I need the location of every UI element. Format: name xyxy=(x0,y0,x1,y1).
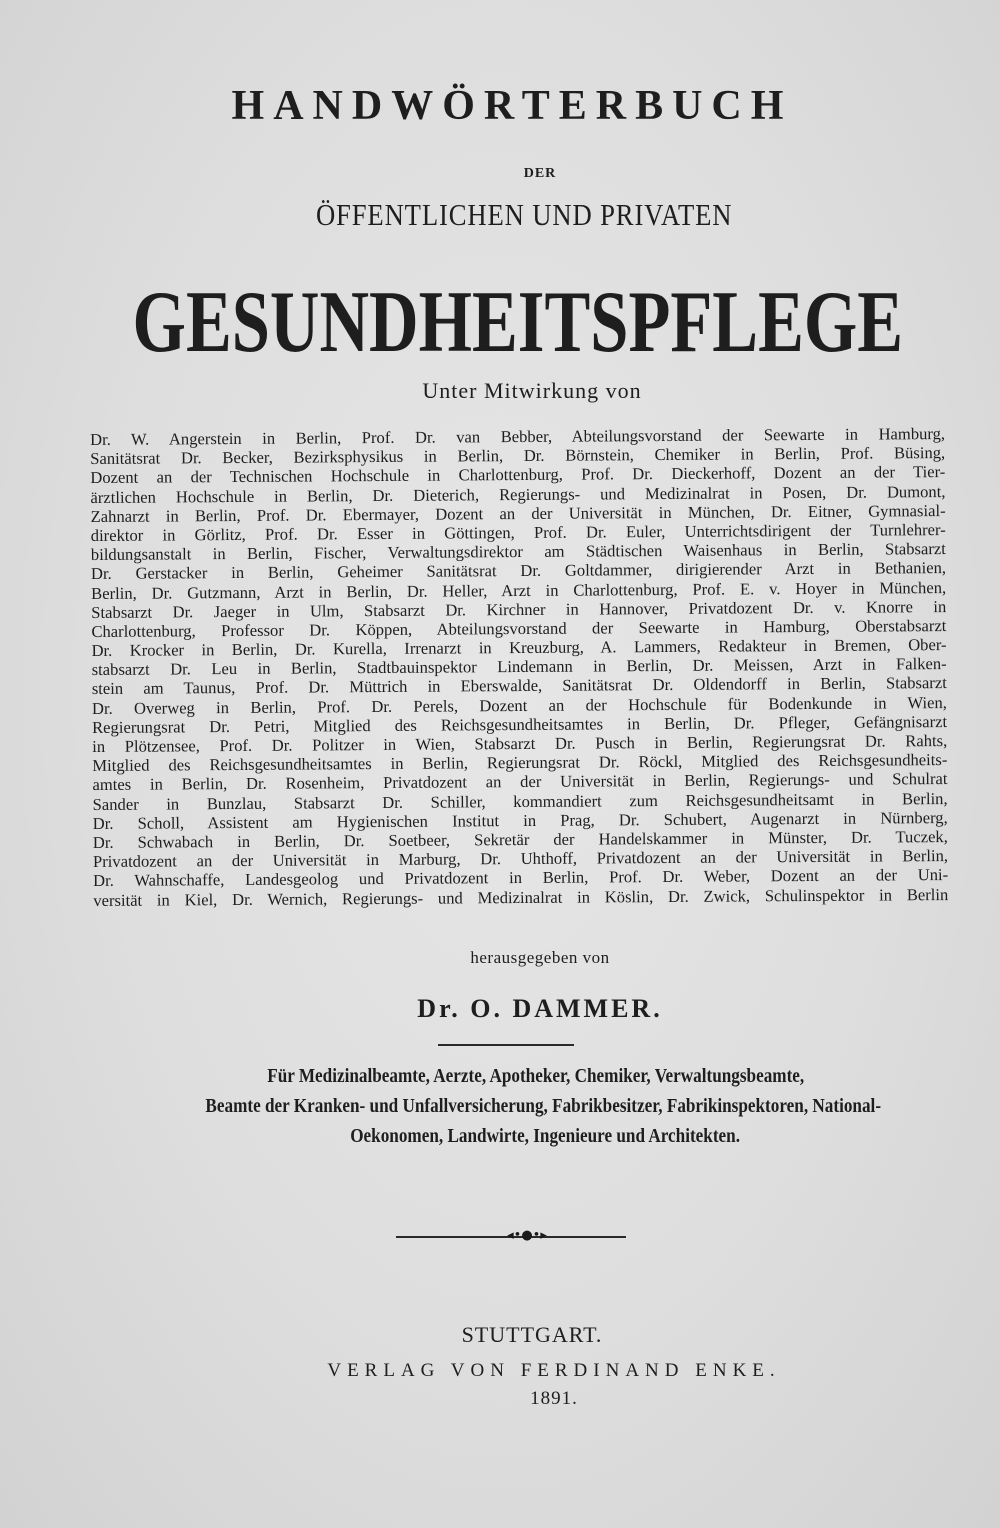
title-line-der: DER xyxy=(523,166,557,181)
contributor-line: amtes in Berlin, Dr. Rosenheim, Privatdozent an der Universität in Berlin, Regierungs- und Schulrat xyxy=(92,769,948,795)
contributor-line: Sander in Bunzlau, Stabsarzt Dr. Schiller, kommandiert zum Reichsgesundheitsamt in Berlin, xyxy=(92,788,948,814)
contributor-line: direktor in Görlitz, Prof. Dr. Esser in Göttingen, Prof. Dr. Euler, Unterrichtsdirigent der Turnlehrer- xyxy=(90,519,946,545)
contributor-line: Charlottenburg, Professor Dr. Köppen, Abteilungsvorstand der Seewarte in Hamburg, Oberstabsarzt xyxy=(91,615,947,641)
contributor-line: ärztlichen Hochschule in Berlin, Dr. Dieterich, Regierungs- und Medizinalrat in Posen, Dr. Dumont, xyxy=(90,481,946,507)
contributor-line: Dr. Wahnschaffe, Landesgeolog und Privatdozent in Berlin, Prof. Dr. Weber, Dozent an der Uni- xyxy=(93,865,949,891)
contributor-line: Dr. Scholl, Assistent am Hygienischen Institut in Prag, Dr. Schubert, Augenarzt in Nürnberg, xyxy=(92,807,948,833)
contributor-line: Dr. Overweg in Berlin, Prof. Dr. Perels, Dozent an der Hochschule für Bodenkunde in Wien, xyxy=(91,692,947,718)
imprint-year: 1891. xyxy=(530,1388,578,1409)
contributor-line: Regierungsrat Dr. Petri, Mitglied des Reichsgesundheitsamtes in Berlin, Dr. Pfleger, Gefängnisarzt xyxy=(92,711,948,737)
audience-line: Für Medizinalbeamte, Aerzte, Apotheker, Chemiker, Verwaltungsbeamte, xyxy=(267,1066,805,1087)
contributor-line: versität in Kiel, Dr. Wernich, Regierungs- und Medizinalrat in Köslin, Dr. Zwick, Schulinspektor in Berlin xyxy=(93,884,949,910)
contributor-line: Berlin, Dr. Gutzmann, Arzt in Berlin, Dr. Heller, Arzt in Charlottenburg, Prof. E. v. Hoyer in München, xyxy=(91,577,947,603)
title-line-oeffentlichen: ÖFFENTLICHEN UND PRIVATEN xyxy=(315,197,733,232)
contributor-line: stein am Taunus, Prof. Dr. Müttrich in Eberswalde, Sanitätsrat Dr. Oldendorff in Berlin, Stabsarzt xyxy=(91,673,947,699)
contributor-line: bildungsanstalt in Berlin, Fischer, Verwaltungsdirektor am Städtischen Waisenhaus in Berlin, Stabsarzt xyxy=(90,539,946,565)
contributor-line: stabsarzt Dr. Leu in Berlin, Stadtbauinspektor Lindemann in Berlin, Dr. Meissen, Arzt in Falken- xyxy=(91,654,947,680)
editor-name: Dr. O. DAMMER. xyxy=(417,994,663,1023)
contributor-line: Dr. Schwabach in Berlin, Dr. Soetbeer, Sekretär der Handelskammer in Münster, Dr. Tuczek, xyxy=(92,826,948,852)
contributor-line: Mitglied des Reichsgesundheitsamtes in Berlin, Regierungsrat Dr. Röckl, Mitglied des Reichsgesundheits- xyxy=(92,750,948,776)
editor-intro: herausgegeben von xyxy=(470,948,610,967)
contributor-line: Sanitätsrat Dr. Becker, Bezirksphysikus in Berlin, Dr. Börnstein, Chemiker in Berlin, Prof. Büsing, xyxy=(90,443,946,469)
ornament-icon: ◂•●•▸ xyxy=(507,1228,547,1243)
audience-line: Oekonomen, Landwirte, Ingenieure und Architekten. xyxy=(350,1126,741,1147)
title-line-handwoerterbuch: HANDWÖRTERBUCH xyxy=(231,83,793,129)
contributor-line: in Plötzensee, Prof. Dr. Politzer in Wien, Stabsarzt Dr. Pusch in Berlin, Regierungsrat Dr. Rahts, xyxy=(92,731,948,756)
divider-rule xyxy=(438,1044,574,1046)
contributor-line: Privatdozent an der Universität in Marburg, Dr. Uhthoff, Privatdozent an der Universität in Berlin, xyxy=(92,846,949,872)
subtitle-mitwirkung: Unter Mitwirkung von xyxy=(422,378,642,403)
contributor-line: Dr. Gerstacker in Berlin, Geheimer Sanitätsrat Dr. Goltdammer, dirigierender Arzt in Bethanien, xyxy=(90,558,947,584)
contributor-line: Zahnarzt in Berlin, Prof. Dr. Ebermayer, Dozent an der Universität in München, Dr. Eitner, Gymnasial- xyxy=(90,500,946,526)
audience-line: Beamte der Kranken- und Unfallversicherung, Fabrikbesitzer, Fabrikinspektoren, National- xyxy=(205,1096,882,1117)
contributor-line: Stabsarzt Dr. Jaeger in Ulm, Stabsarzt Dr. Kirchner in Hannover, Privatdozent Dr. v. Knorre in xyxy=(91,596,947,622)
imprint-place: STUTTGART. xyxy=(461,1322,603,1347)
contributor-line: Dr. W. Angerstein in Berlin, Prof. Dr. van Bebber, Abteilungsvorstand der Seewarte in Hamburg, xyxy=(90,424,946,449)
contributors-block xyxy=(90,424,948,910)
contributor-line: Dr. Krocker in Berlin, Dr. Kurella, Irrenarzt in Kreuzburg, A. Lammers, Redakteur in Bremen, Ober- xyxy=(91,635,947,661)
contributor-line: Dozent an der Technischen Hochschule in Charlottenburg, Prof. Dr. Dieckerhoff, Dozent an der Tier- xyxy=(90,462,946,488)
imprint-publisher: VERLAG VON FERDINAND ENKE. xyxy=(327,1360,781,1381)
title-line-gesundheitspflege: GESUNDHEITSPFLEGE xyxy=(132,274,904,371)
